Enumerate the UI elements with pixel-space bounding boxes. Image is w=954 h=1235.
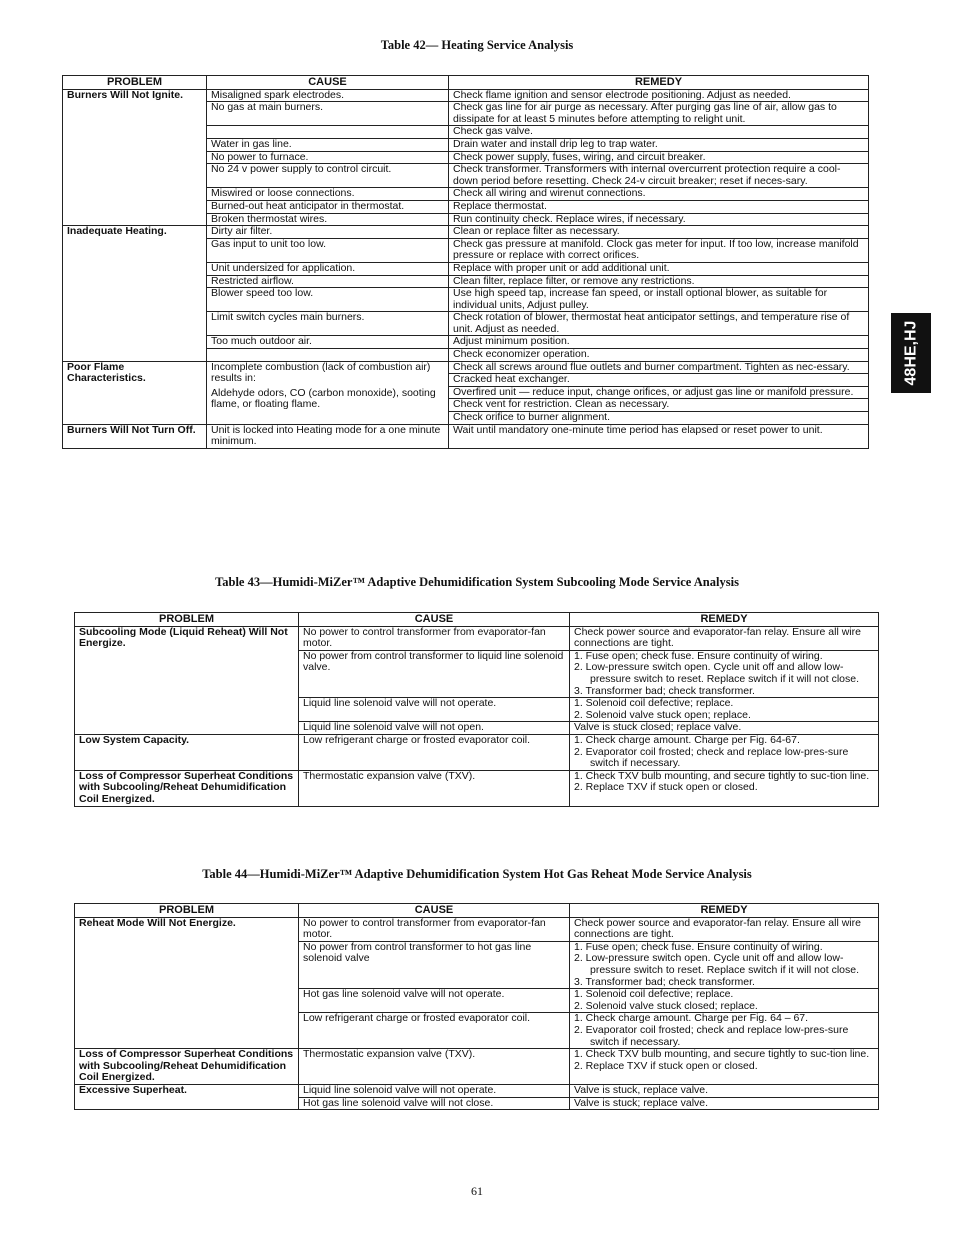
remedy-line: 1. Fuse open; check fuse. Ensure continuity of wiring. xyxy=(574,649,823,662)
remedy-cell: Wait until mandatory one-minute time period has elapsed or reset power to unit. xyxy=(449,424,869,448)
remedy-cell: Check gas line for air purge as necessary. After purging gas line of air, allow gas to dissipate for at least 5 minutes before attempting to relight unit. xyxy=(449,102,869,126)
table-row xyxy=(63,424,869,448)
table-row xyxy=(63,361,869,374)
cause-cell: No power to furnace. xyxy=(207,151,449,164)
cause-cell: Low refrigerant charge or frosted evaporator coil. xyxy=(299,1013,570,1049)
remedy-line: Valve is stuck closed; replace valve. xyxy=(574,721,742,734)
cause-cell: Unit is locked into Heating mode for a one minute minimum. xyxy=(207,424,449,448)
cause-cell: Thermostatic expansion valve (TXV). xyxy=(299,770,570,806)
heating-service-analysis-table xyxy=(62,75,869,449)
remedy-cell: Replace thermostat. xyxy=(449,200,869,213)
remedy-cell xyxy=(570,989,879,1013)
remedy-cell xyxy=(570,1097,879,1110)
remedy-cell xyxy=(570,626,879,650)
remedy-line: 2. Evaporator coil frosted; check and replace low-pres-sure switch if necessary. xyxy=(574,745,849,770)
remedy-cell xyxy=(570,917,879,941)
remedy-line: Check power source and evaporator-fan relay. Ensure all wire connections are tight. xyxy=(574,916,861,941)
remedy-cell xyxy=(570,698,879,722)
header-cause: CAUSE xyxy=(299,613,570,627)
table42-title: Table 42— Heating Service Analysis xyxy=(380,38,574,52)
cause-cell: Burned-out heat anticipator in thermostat. xyxy=(207,200,449,213)
cause-line: Incomplete combustion (lack of combustion air) results in: xyxy=(211,360,431,385)
remedy-line: 1. Check charge amount. Charge per Fig. 64 – 67. xyxy=(574,1012,809,1025)
header-cause: CAUSE xyxy=(207,76,449,90)
remedy-cell: Check power supply, fuses, wiring, and circuit breaker. xyxy=(449,151,869,164)
table-row xyxy=(75,1084,879,1097)
section-side-tab xyxy=(891,313,931,393)
remedy-line: 2. Replace TXV if stuck open or closed. xyxy=(574,781,758,794)
cause-cell: Hot gas line solenoid valve will not close. xyxy=(299,1097,570,1110)
header-problem: PROBLEM xyxy=(75,613,299,627)
remedy-cell: Replace with proper unit or add additional unit. xyxy=(449,262,869,275)
remedy-line: 2. Evaporator coil frosted; check and replace low-pres-sure switch if necessary. xyxy=(574,1023,849,1048)
problem-cell: Low System Capacity. xyxy=(75,734,299,770)
remedy-line: 2. Solenoid valve stuck closed; replace. xyxy=(574,999,758,1012)
table44-title: Table 44—Humidi-MiZer™ Adaptive Dehumidification System Hot Gas Reheat Mode Service Analysis xyxy=(202,867,752,881)
remedy-line: 1. Solenoid coil defective; replace. xyxy=(574,988,734,1001)
remedy-cell xyxy=(570,941,879,988)
remedy-cell: Check economizer operation. xyxy=(449,349,869,362)
cause-cell: Hot gas line solenoid valve will not operate. xyxy=(299,989,570,1013)
cause-cell: Dirty air filter. xyxy=(207,226,449,239)
problem-cell: Poor Flame Characteristics. xyxy=(63,361,207,424)
cause-cell: Blower speed too low. xyxy=(207,288,449,312)
problem-cell: Subcooling Mode (Liquid Reheat) Will Not Energize. xyxy=(75,626,299,734)
subcooling-mode-service-table xyxy=(74,612,879,807)
remedy-line: Valve is stuck; replace valve. xyxy=(574,1096,709,1109)
remedy-cell: Adjust minimum position. xyxy=(449,336,869,349)
cause-cell: Too much outdoor air. xyxy=(207,336,449,349)
table-row xyxy=(63,89,869,102)
remedy-line: 2. Low-pressure switch open. Cycle unit off and allow low-pressure switch to reset. Replace switch if it will not close. xyxy=(574,952,860,976)
table-row xyxy=(75,1049,879,1085)
remedy-cell: Check rotation of blower, thermostat heat anticipator settings, and temperature rise of unit. Adjust as needed. xyxy=(449,312,869,336)
cause-cell xyxy=(207,349,449,362)
remedy-cell: Clean or replace filter as necessary. xyxy=(449,226,869,239)
remedy-cell xyxy=(570,734,879,770)
cause-cell: Thermostatic expansion valve (TXV). xyxy=(299,1049,570,1085)
cause-cell: Restricted airflow. xyxy=(207,275,449,288)
remedy-line: 2. Replace TXV if stuck open or closed. xyxy=(574,1059,758,1072)
problem-cell: Burners Will Not Ignite. xyxy=(63,89,207,226)
cause-cell: Liquid line solenoid valve will not open. xyxy=(299,722,570,735)
remedy-cell: Clean filter, replace filter, or remove any restrictions. xyxy=(449,275,869,288)
remedy-cell xyxy=(570,1013,879,1049)
remedy-cell: Check orifice to burner alignment. xyxy=(449,412,869,425)
remedy-line: 3. Transformer bad; check transformer. xyxy=(574,975,755,988)
table-row xyxy=(63,226,869,239)
cause-cell: Miswired or loose connections. xyxy=(207,188,449,201)
remedy-cell xyxy=(570,770,879,806)
table-row xyxy=(75,917,879,941)
header-remedy: REMEDY xyxy=(570,904,879,918)
remedy-cell: Check vent for restriction. Clean as necessary. xyxy=(449,399,869,412)
cause-cell: No power to control transformer from evaporator-fan motor. xyxy=(299,917,570,941)
cause-cell: No power to control transformer from evaporator-fan motor. xyxy=(299,626,570,650)
remedy-cell xyxy=(570,722,879,735)
remedy-cell: Check all screws around flue outlets and burner compartment. Tighten as nec-essary. xyxy=(449,361,869,374)
header-remedy: REMEDY xyxy=(449,76,869,90)
problem-cell: Reheat Mode Will Not Energize. xyxy=(75,917,299,1049)
cause-cell: Liquid line solenoid valve will not operate. xyxy=(299,1084,570,1097)
cause-cell: Limit switch cycles main burners. xyxy=(207,312,449,336)
remedy-line: 2. Low-pressure switch open. Cycle unit off and allow low-pressure switch to reset. Replace switch if it will not close. xyxy=(574,661,860,685)
cause-cell xyxy=(207,126,449,139)
table-row xyxy=(75,770,879,806)
cause-cell: Gas input to unit too low. xyxy=(207,238,449,262)
problem-cell: Burners Will Not Turn Off. xyxy=(63,424,207,448)
cause-cell: Water in gas line. xyxy=(207,138,449,151)
cause-cell: No 24 v power supply to control circuit. xyxy=(207,164,449,188)
remedy-cell: Drain water and install drip leg to trap water. xyxy=(449,138,869,151)
cause-cell: No power from control transformer to hot gas line solenoid valve xyxy=(299,941,570,988)
header-problem: PROBLEM xyxy=(63,76,207,90)
remedy-cell: Cracked heat exchanger. xyxy=(449,374,869,387)
remedy-cell: Use high speed tap, increase fan speed, or install optional blower, as suitable for individual units, Adjust pulley. xyxy=(449,288,869,312)
cause-cell: Unit undersized for application. xyxy=(207,262,449,275)
cause-cell: Liquid line solenoid valve will not operate. xyxy=(299,698,570,722)
remedy-line: 1. Check TXV bulb mounting, and secure tightly to suc-tion line. xyxy=(574,1048,870,1061)
cause-line: Aldehyde odors, CO (carbon monoxide), sooting flame, or floating flame. xyxy=(211,386,436,411)
cause-cell: Broken thermostat wires. xyxy=(207,213,449,226)
header-cause: CAUSE xyxy=(299,904,570,918)
remedy-line: 3. Transformer bad; check transformer. xyxy=(574,684,755,697)
hot-gas-reheat-service-table xyxy=(74,903,879,1110)
remedy-line: 1. Check TXV bulb mounting, and secure tightly to suc-tion line. xyxy=(574,769,870,782)
remedy-line: 1. Check charge amount. Charge per Fig. 64-67. xyxy=(574,733,800,746)
remedy-line: 1. Fuse open; check fuse. Ensure continuity of wiring. xyxy=(574,940,823,953)
cause-cell: No power from control transformer to liquid line solenoid valve. xyxy=(299,650,570,697)
remedy-cell xyxy=(570,1049,879,1085)
remedy-cell: Run continuity check. Replace wires, if necessary. xyxy=(449,213,869,226)
table-row xyxy=(75,734,879,770)
remedy-cell: Overfired unit — reduce input, change orifices, or adjust gas line or manifold pressure. xyxy=(449,386,869,399)
problem-cell: Excessive Superheat. xyxy=(75,1084,299,1109)
remedy-line: 2. Solenoid valve stuck open; replace. xyxy=(574,708,751,721)
cause-cell: Low refrigerant charge or frosted evaporator coil. xyxy=(299,734,570,770)
remedy-cell: Check flame ignition and sensor electrode positioning. Adjust as needed. xyxy=(449,89,869,102)
table43-title: Table 43—Humidi-MiZer™ Adaptive Dehumidification System Subcooling Mode Service Analysis xyxy=(215,575,739,589)
cause-cell xyxy=(207,361,449,424)
remedy-cell xyxy=(570,650,879,697)
remedy-line: Check power source and evaporator-fan relay. Ensure all wire connections are tight. xyxy=(574,625,861,650)
cause-cell: Misaligned spark electrodes. xyxy=(207,89,449,102)
problem-cell: Loss of Compressor Superheat Conditions with Subcooling/Reheat Dehumidification Coil Energized. xyxy=(75,770,299,806)
remedy-cell: Check all wiring and wirenut connections. xyxy=(449,188,869,201)
header-remedy: REMEDY xyxy=(570,613,879,627)
remedy-cell: Check transformer. Transformers with internal overcurrent protection require a cool-down period before resetting. Check 24-v circuit breaker; reset if neces-sary. xyxy=(449,164,869,188)
cause-cell: No gas at main burners. xyxy=(207,102,449,126)
remedy-line: Valve is stuck, replace valve. xyxy=(574,1083,709,1096)
header-problem: PROBLEM xyxy=(75,904,299,918)
remedy-cell: Check gas valve. xyxy=(449,126,869,139)
problem-cell: Inadequate Heating. xyxy=(63,226,207,362)
page-number: 61 xyxy=(471,1184,483,1198)
problem-cell: Loss of Compressor Superheat Conditions with Subcooling/Reheat Dehumidification Coil Energized. xyxy=(75,1049,299,1085)
remedy-cell xyxy=(570,1084,879,1097)
side-tab-label: 48HE,HJ xyxy=(902,320,920,386)
remedy-line: 1. Solenoid coil defective; replace. xyxy=(574,697,734,710)
remedy-cell: Check gas pressure at manifold. Clock gas meter for input. If too low, increase manifold pressure or replace with correct orifices. xyxy=(449,238,869,262)
table-row xyxy=(75,626,879,650)
